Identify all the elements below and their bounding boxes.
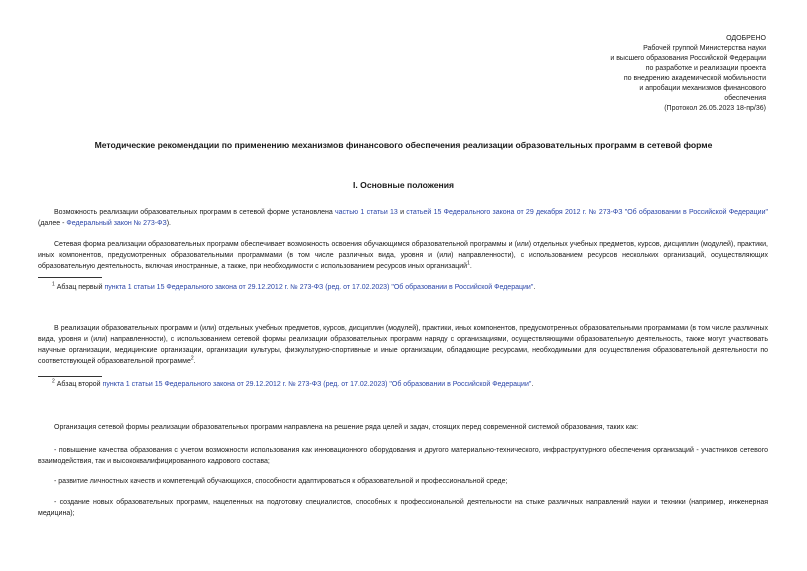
- law-link-article-15[interactable]: статьей 15 Федерального закона от 29 декабря 2012 г. № 273-ФЗ "Об образовании в Российской Федерации": [406, 209, 768, 216]
- law-link-article-13[interactable]: частью 1 статьи 13: [335, 209, 398, 216]
- paragraph-text: (далее -: [38, 220, 67, 227]
- approval-stamp: [506, 34, 766, 114]
- footnote-ref[interactable]: 2: [190, 355, 194, 362]
- footnote-law-link[interactable]: пункта 1 статьи 15 Федерального закона от 29.12.2012 г. № 273-ФЗ (ред. от 17.02.2023) "Об образовании в Российской Федерации": [104, 284, 534, 291]
- paragraph-text: .: [469, 263, 472, 270]
- approval-line: и апробации механизмов финансового: [639, 85, 766, 92]
- paragraph-text: ).: [166, 220, 171, 227]
- law-link-273-fz[interactable]: Федеральный закон № 273-ФЗ: [66, 220, 167, 227]
- list-item: - создание новых образовательных программ, нацеленных на подготовку специалистов, способных к профессиональной деятельности на стыке различных направлений науки и техники (например, инженерная медицина);: [38, 499, 768, 517]
- section-heading: I. Основные положения: [352, 180, 454, 190]
- footnote-divider: [38, 376, 102, 377]
- list-item: - развитие личностных качеств и компетенций обучающихся, способности адаптироваться к образовательной и профессиональной среде;: [54, 478, 508, 485]
- footnote-text: Абзац первый: [54, 284, 105, 291]
- paragraph-goals-intro: Организация сетевой формы реализации образовательных программ направлена на решение ряда целей и задач, стоящих перед современной системой образования, таких как:: [54, 424, 639, 431]
- paragraph-text: Возможность реализации образовательных программ в сетевой форме установлена: [54, 209, 336, 216]
- approval-line: и высшего образования Российской Федерации: [610, 55, 766, 62]
- footnote-mark: 1: [52, 281, 55, 288]
- approval-line: (Протокол 26.05.2023 18-пр/36): [664, 105, 766, 112]
- paragraph-text: В реализации образовательных программ и (или) отдельных учебных предметов, курсов, дисциплин (модулей), практики, иных компонентов, предусмотренных образовательными программами (в том числе различных вида, уровня и (или) направленности), с использованием сетевой формы реализации образовательных программ наряду с организациями, осуществляющими образовательную деятельность, также могут участвовать научные организации, медицинские организации, организации культуры, физкультурно-спортивные и иные организации, обладающие ресурсами, необходимыми для осуществления образовательной деятельности по соответствующей образовательной программе: [38, 325, 768, 365]
- paragraph-network-form: [38, 239, 768, 272]
- paragraph-text: .: [193, 358, 196, 365]
- paragraph-legal-basis: [38, 207, 768, 229]
- footnote-text: Абзац второй: [54, 381, 103, 388]
- footnote-mark: 2: [52, 378, 55, 385]
- list-item: - повышение качества образования с учетом возможности использования как инновационного оборудования и другого материально-технического, инфраструктурного обеспечения организаций - участников сетевого взаимодействия, так и высококвалифицированного кадрового состава;: [38, 447, 768, 465]
- approval-line: обеспечения: [724, 95, 766, 102]
- approval-line: по внедрению академической мобильности: [623, 75, 766, 82]
- footnote-ref[interactable]: 1: [467, 260, 470, 267]
- approval-line: по разработке и реализации проекта: [645, 65, 766, 72]
- approval-line: ОДОБРЕНО: [726, 35, 766, 42]
- footnote: [52, 283, 762, 293]
- approval-line: Рабочей группой Министерства науки: [643, 45, 766, 52]
- paragraph-participants: [38, 323, 768, 367]
- paragraph-text: и: [397, 209, 407, 216]
- footnote-text: .: [531, 381, 534, 388]
- footnote: [52, 380, 762, 390]
- paragraph-text: Сетевая форма реализации образовательных программ обеспечивает возможность освоения обучающимся образовательной программы и (или) отдельных учебных предметов, курсов, дисциплин (модулей), практики, иных компонентов, предусмотренных образовательными программами (в том числе различных вида, уровня и (или) направленности), с использованием ресурсов нескольких организаций, осуществляющих образовательную деятельность, включая иностранные, а также, при необходимости с использованием ресурсов иных организаций: [38, 241, 768, 270]
- footnote-text: .: [533, 284, 536, 291]
- document-title: Методические рекомендации по применению механизмов финансового обеспечения реализации образовательных программ в сетевой форме: [94, 140, 713, 150]
- footnote-law-link[interactable]: пункта 1 статьи 15 Федерального закона от 29.12.2012 г. № 273-ФЗ (ред. от 17.02.2023) "Об образовании в Российской Федерации": [102, 381, 532, 388]
- footnote-divider: [38, 277, 102, 278]
